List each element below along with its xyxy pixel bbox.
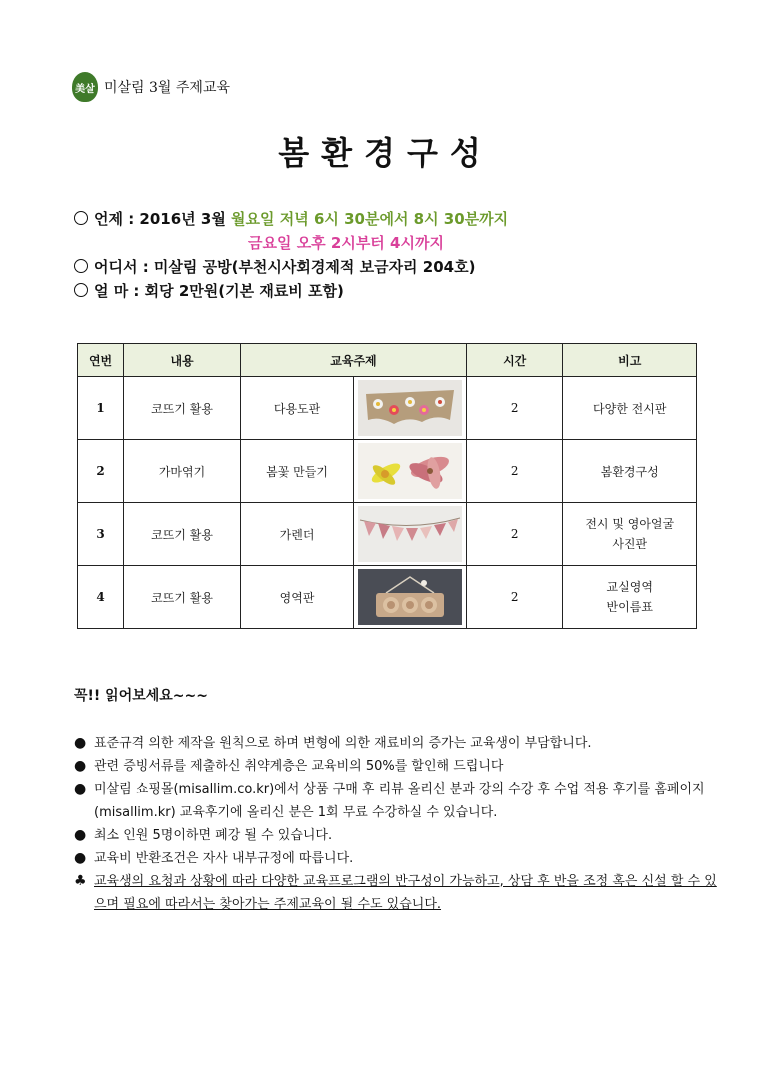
list-item [74,824,724,847]
read-notice-title: 꼭!! 읽어보세요~~~ [74,688,208,704]
bullet-icon: ● [74,758,87,774]
notice-list [74,732,724,916]
info-when-friday-row [74,231,508,255]
row-note: 다양한 전시판 [563,377,697,440]
col-header-content: 내용 [124,344,241,377]
list-item [74,847,724,870]
note-text: 관련 증빙서류를 제출하신 취약계층은 교육비의 50%를 할인해 드립니다 [94,759,504,774]
row-topic: 다용도판 [241,377,354,440]
row-image-cell [354,566,467,629]
table-row [78,377,697,440]
table-row [78,440,697,503]
club-bullet-icon: ♣ [74,873,87,889]
col-header-topic: 교육주제 [241,344,467,377]
row-note: 봄환경구성 [563,440,697,503]
document-header [72,72,230,102]
table-row [78,503,697,566]
row-content: 가마엮기 [124,440,241,503]
schedule-table [77,343,697,629]
bullet-icon: ● [74,850,87,866]
row-time: 2 [466,503,563,566]
col-header-note: 비고 [563,344,697,377]
row-note: 교실영역 반이름표 [563,566,697,629]
col-header-num: 연번 [78,344,124,377]
row-topic: 봄꽃 만들기 [241,440,354,503]
row-image-cell [354,440,467,503]
info-when-label: 언제 : 2016년 3월 [94,210,232,228]
info-when-friday: 금요일 오후 2시부터 4시까지 [248,234,444,252]
note-text: 최소 인원 5명이하면 폐강 될 수 있습니다. [94,828,333,843]
circle-bullet-icon [74,259,88,273]
row-content: 코뜨기 활용 [124,566,241,629]
info-when [74,207,508,231]
doily-flowers-image [358,380,462,436]
header-subtitle: 미살림 3월 주제교육 [104,80,230,96]
bunting-garland-image [358,506,462,562]
info-when-monday: 월요일 저녁 6시 30분에서 8시 30분까지 [231,210,509,228]
row-num: 1 [78,377,124,440]
list-item [74,870,724,916]
page-title: 봄환경구성 [278,134,493,172]
info-where [74,255,508,279]
info-cost-text: 얼 마 : 회당 2만원(기본 재료비 포함) [94,282,344,300]
info-section [74,207,508,303]
info-cost [74,279,508,303]
row-topic: 가렌더 [241,503,354,566]
list-item [74,755,724,778]
row-num: 3 [78,503,124,566]
row-time: 2 [466,377,563,440]
table-row [78,566,697,629]
fabric-flowers-image [358,443,462,499]
row-num: 2 [78,440,124,503]
row-image-cell [354,503,467,566]
table-header-row [78,344,697,377]
bullet-icon: ● [74,735,87,751]
list-item [74,732,724,755]
circle-bullet-icon [74,283,88,297]
row-note: 전시 및 영아얼굴 사진판 [563,503,697,566]
note-text: 미살림 쇼핑몰(misallim.co.kr)에서 상품 구매 후 리뷰 올리신 분과 강의 수강 후 수업 적용 후기를 홈페이지(misallim.kr) 교육후기에 올리신 분은 1회 무료 수강하실 수 있습니다. [94,782,705,820]
info-where-text: 어디서 : 미살림 공방(부천시사회경제적 보금자리 204호) [94,258,476,276]
bullet-icon: ● [74,827,87,843]
row-num: 4 [78,566,124,629]
misallim-logo-icon: 美살 [72,72,98,102]
list-item [74,778,724,824]
bullet-icon: ● [74,781,87,797]
note-text: 교육생의 요청과 상황에 따라 다양한 교육프로그램의 반구성이 가능하고, 상담 후 반을 조정 혹은 신설 할 수 있으며 필요에 따라서는 찾아가는 주제교육이 될 수도 있습니다. [94,874,717,912]
col-header-time: 시간 [466,344,563,377]
note-text: 표준규격 의한 제작을 원칙으로 하며 변형에 의한 재료비의 증가는 교육생이 부담합니다. [94,736,592,751]
note-text: 교육비 반환조건은 자사 내부규정에 따릅니다. [94,851,354,866]
row-topic: 영역판 [241,566,354,629]
row-image-cell [354,377,467,440]
row-time: 2 [466,566,563,629]
circle-bullet-icon [74,211,88,225]
row-time: 2 [466,440,563,503]
row-content: 코뜨기 활용 [124,377,241,440]
row-content: 코뜨기 활용 [124,503,241,566]
woven-sign-image [358,569,462,625]
